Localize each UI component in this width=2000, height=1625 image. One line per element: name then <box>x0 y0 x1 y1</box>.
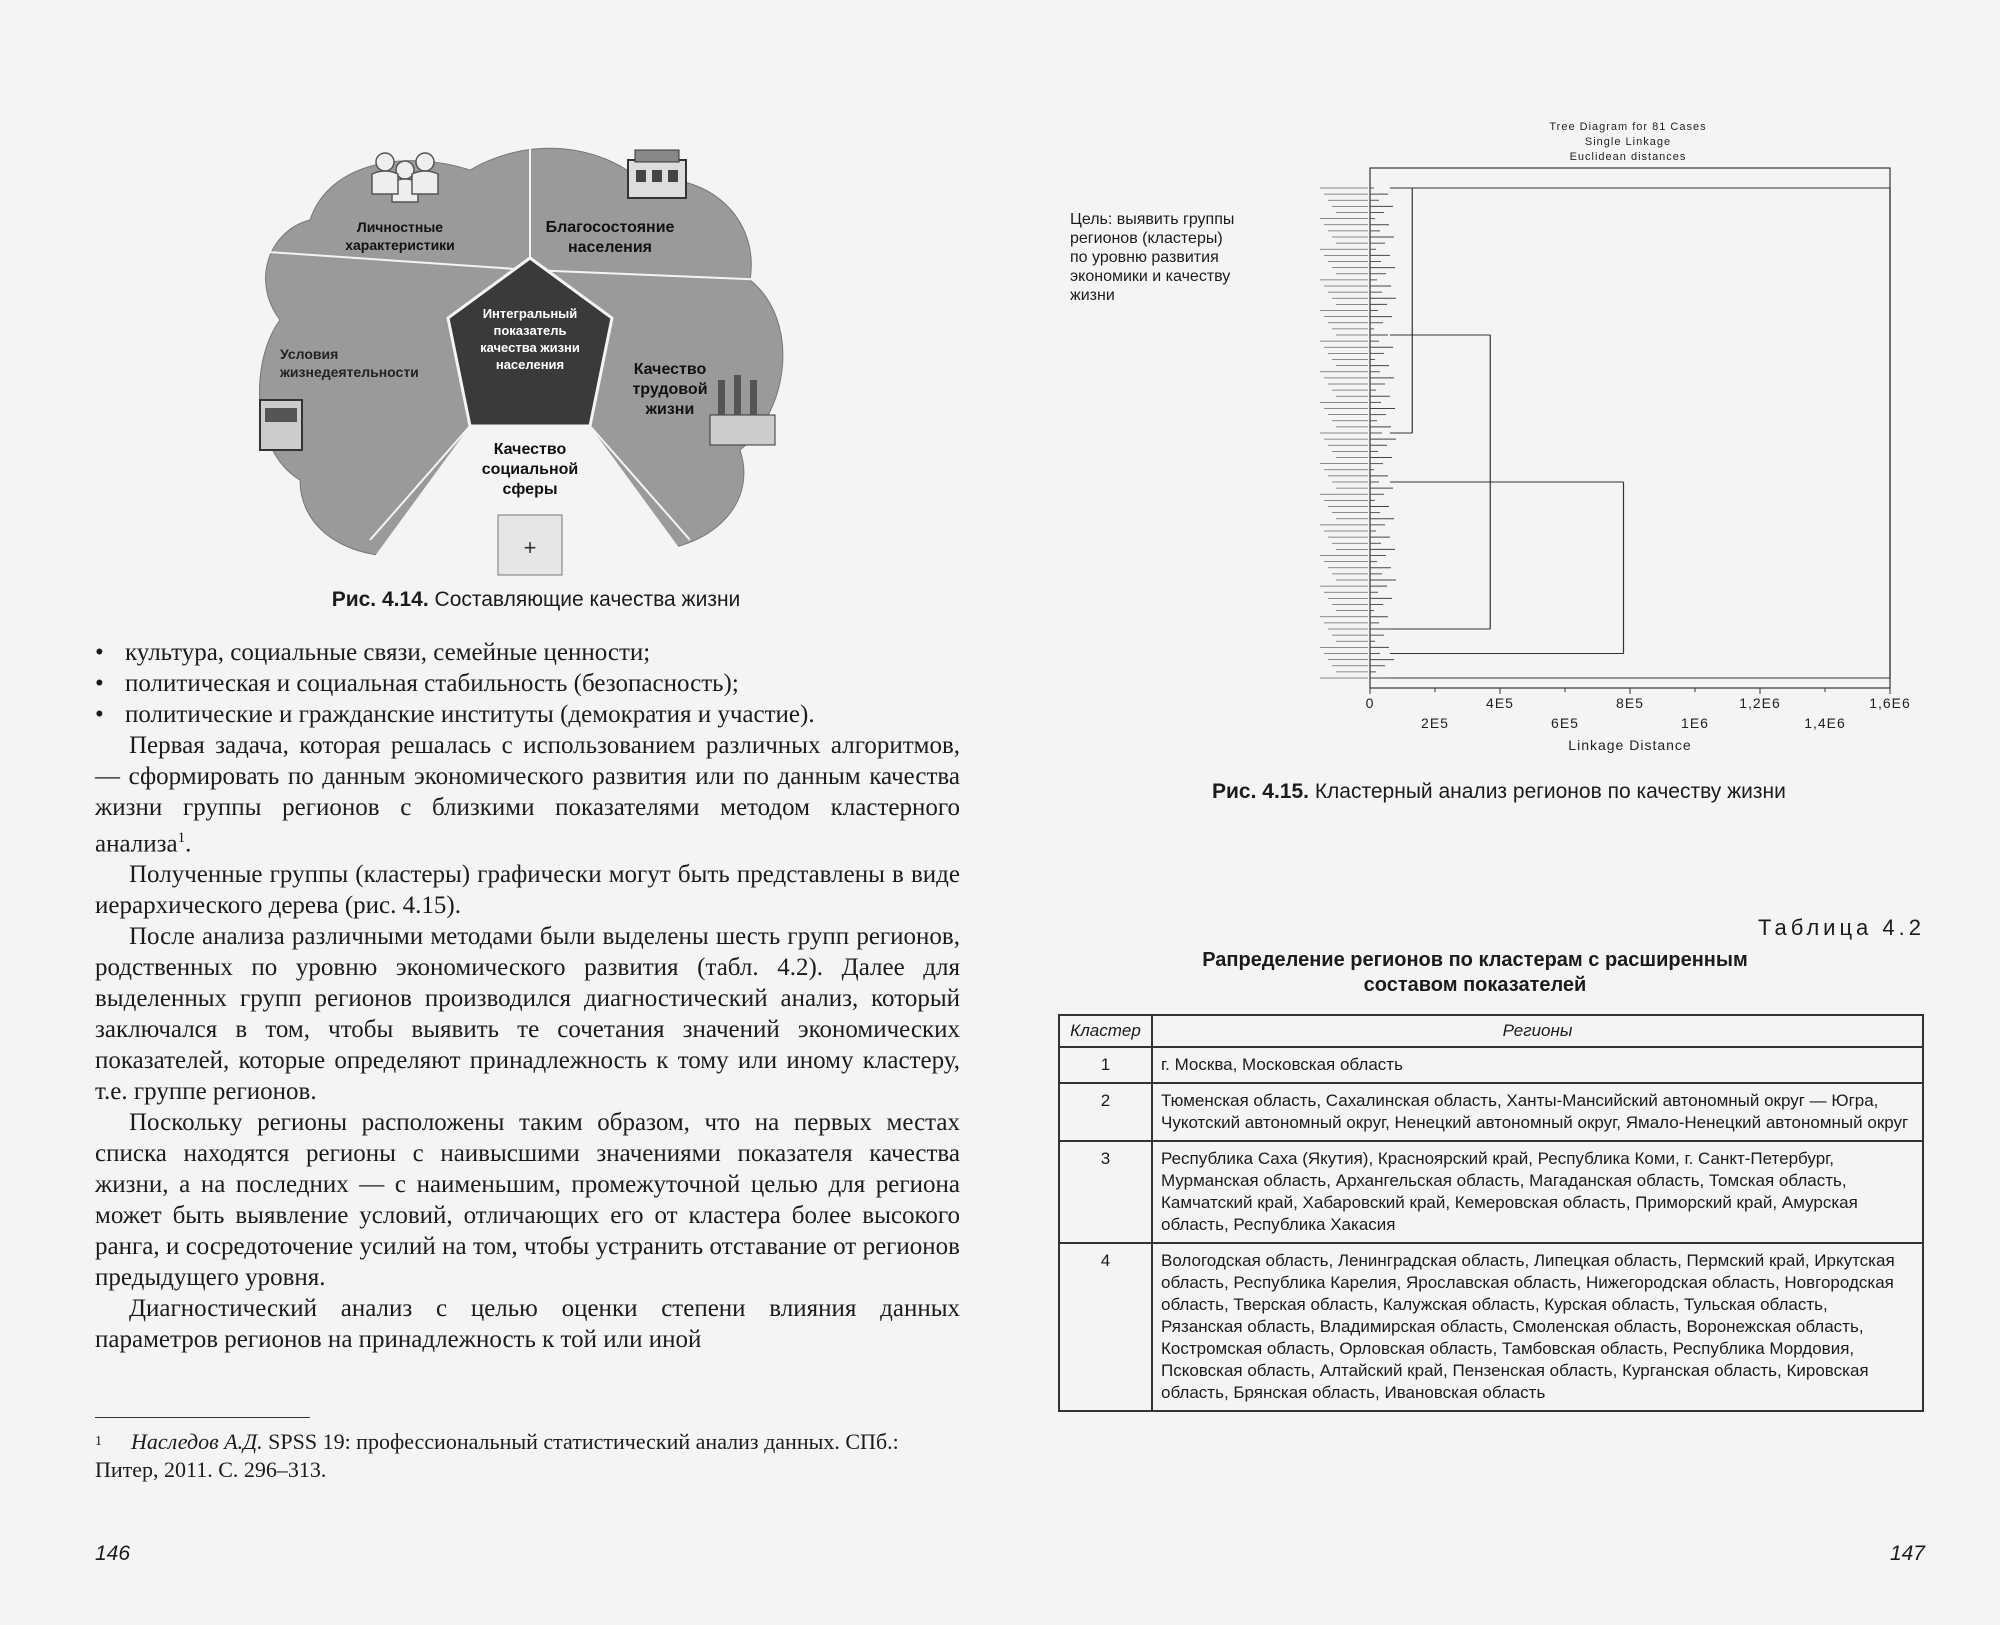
page-number: 146 <box>95 1542 131 1565</box>
chart-subtitle: Euclidean distances <box>1569 151 1687 163</box>
cluster-regions: г. Москва, Московская область <box>1152 1047 1923 1083</box>
right-page <box>1000 0 2000 1625</box>
x-tick-label: 0 <box>1365 695 1375 711</box>
table-header-row <box>1059 1015 1923 1047</box>
cluster-regions: Вологодская область, Ленинградская область, Липецкая область, Пермский край, Иркутская область, Республика Карелия, Ярославская область, Нижегородская область, Новгородская область, Тверская область, Калужская область, Курская область, Тульская область, Рязанская область, Владимирская область, Смоленская область, Воронежская область, Костромская область, Орловская область, Тамбовская область, Республика Мордовия, Псковская область, Алтайский край, Пензенская область, Курганская область, Кировская область, Брянская область, Ивановская область <box>1152 1243 1923 1411</box>
table-row <box>1059 1243 1923 1411</box>
segment-social: Качество социальной сферы <box>481 441 579 498</box>
table-title-line: составом показателей <box>1363 974 1587 996</box>
paragraph: Диагностический анализ с целью оценки степени влияния данных параметров регионов на принадлежность к той или иной <box>95 1295 960 1354</box>
paragraph: После анализа различными методами были выделены шесть групп регионов, родственных по уровню экономического развития (табл. 4.2). Далее для выделенных групп регионов производился диагностический анализ, который заключался в том, чтобы выявить те сочетания значений экономических показателей, которые определяют принадлежность к тому или иному кластеру, т.е. группе регионов. <box>95 923 960 1106</box>
table-row <box>1059 1141 1923 1243</box>
x-tick-label: 1E6 <box>1681 715 1709 731</box>
segment-wellbeing: Благосостояние населения <box>545 219 675 256</box>
caption-text: Составляющие качества жизни <box>428 588 741 611</box>
segment-center: Интегральный показатель качества жизни населения <box>480 306 580 372</box>
table-title-line: Рапределение регионов по кластерам с расширенным <box>1202 949 1748 971</box>
svg-text:+: + <box>523 535 537 560</box>
table-label: Таблица 4.2 <box>1758 915 1925 940</box>
cluster-regions: Республика Саха (Якутия), Красноярский край, Республика Коми, г. Санкт-Петербург, Мурманская область, Архангельская область, Магаданская область, Томская область, Камчатский край, Хабаровский край, Кемеровская область, Приморский край, Амурская область, Республика Хакасия <box>1152 1141 1923 1243</box>
caption-number: Рис. 4.14. <box>331 588 429 611</box>
figure-4-14-caption <box>36 588 1036 612</box>
paragraph: Первая задача, которая решалась с использованием различных алгоритмов, — сформировать по данным экономического развития или по данным качества жизни группы регионов с близкими показателями методом кластерного анализа$^1$. <box>95 732 960 858</box>
cluster-number: 3 <box>1059 1141 1152 1243</box>
chart-title: Tree Diagram for 81 Cases <box>1549 121 1707 133</box>
goal-note: Цель: выявить группы регионов (кластеры) по уровню развития экономики и качеству жизни <box>1070 211 1235 304</box>
footnote-mark: 1 <box>95 1434 102 1449</box>
figure-4-14 <box>240 130 800 585</box>
caption-text: Кластерный анализ регионов по качеству жизни <box>1308 780 1786 803</box>
figure-4-15-caption <box>1212 780 1812 804</box>
table-row <box>1059 1047 1923 1083</box>
footnote-text: SPSS 19: профессиональный статистический анализ данных. СПб.: Питер, 2011. С. 296–313. <box>95 1429 899 1482</box>
hospital-icon <box>498 515 562 575</box>
bullet-item: • культура, социальные связи, семейные ценности; <box>95 637 965 668</box>
x-tick-label: 4E5 <box>1486 695 1514 711</box>
bullet-item: • политические и гражданские институты (демократия и участие). <box>95 699 965 730</box>
cluster-number: 2 <box>1059 1083 1152 1141</box>
segment-personal: Личностные характеристики <box>345 219 455 253</box>
cluster-number: 4 <box>1059 1243 1152 1411</box>
people-icon <box>372 153 438 202</box>
header-regions: Регионы <box>1152 1015 1923 1047</box>
cluster-number: 1 <box>1059 1047 1152 1083</box>
page-number: 147 <box>1889 1542 1925 1565</box>
header-cluster: Кластер <box>1059 1015 1152 1047</box>
caption-number: Рис. 4.15. <box>1212 780 1309 803</box>
paragraph: Поскольку регионы расположены таким образом, что на первых местах списка находятся регионы с наивысшими значениями показателя качества жизни, а на последних — с наименьшим, промежуточной целью для региона может быть выявление условий, отличающих его от кластера более высокого ранга, и сосредоточение усилий на том, чтобы устранить отставание от регионов предыдущего уровня. <box>95 1109 960 1292</box>
paragraph-text: Первая задача, которая решалась с использованием различных алгоритмов, — сформировать по данным экономического развития или по данным качества жизни группы регионов с близкими показателями методом кластерного анализа <box>95 732 960 858</box>
bus-icon <box>260 400 302 450</box>
dendrogram-chart <box>1180 118 1940 753</box>
house-icon <box>628 150 686 198</box>
body-text <box>95 730 960 1355</box>
segment-labor: Качество трудовой жизни <box>632 361 708 418</box>
cluster-regions: Тюменская область, Сахалинская область, Ханты-Мансийский автономный округ — Югра, Чукотский автономный округ, Ненецкий автономный округ, Ямало-Ненецкий автономный округ <box>1152 1083 1923 1141</box>
bullet-list <box>95 637 965 730</box>
table-row <box>1059 1083 1923 1141</box>
x-axis-label: Linkage Distance <box>1568 737 1692 753</box>
footnote-author: Наследов А.Д. <box>131 1429 263 1454</box>
x-tick-label: 2E5 <box>1421 715 1449 731</box>
x-tick-label: 8E5 <box>1616 695 1644 711</box>
footnote-ref: 1 <box>177 830 186 846</box>
x-tick-label: 1,2E6 <box>1739 695 1781 711</box>
plot-frame <box>1370 168 1890 688</box>
footnote <box>95 1428 965 1484</box>
paragraph: Полученные группы (кластеры) графически могут быть представлены в виде иерархического дерева (рис. 4.15). <box>95 861 960 920</box>
regions-table <box>1058 1014 1924 1412</box>
chart-subtitle: Single Linkage <box>1584 136 1672 148</box>
x-tick-label: 6E5 <box>1551 715 1579 731</box>
segment-living: Условия жизнедеятельности <box>280 346 419 380</box>
table-title <box>1060 948 1890 998</box>
footnote-divider <box>95 1417 310 1418</box>
x-tick-label: 1,4E6 <box>1804 715 1846 731</box>
bullet-item: • политическая и социальная стабильность (безопасность); <box>95 668 965 699</box>
x-tick-label: 1,6E6 <box>1869 695 1911 711</box>
